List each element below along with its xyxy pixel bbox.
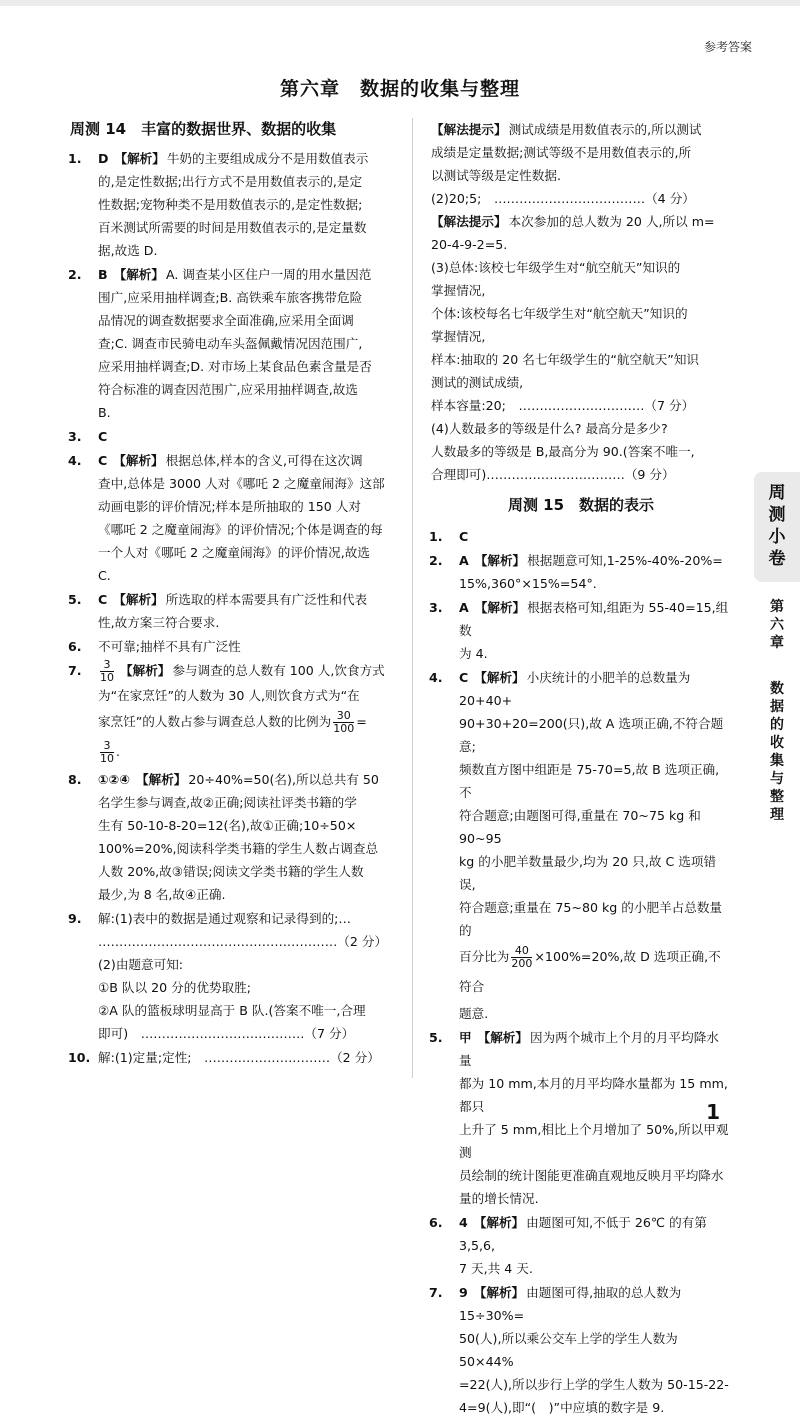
answer-item: [431, 596, 731, 665]
item-line: [459, 525, 731, 548]
item-number: 3.: [68, 429, 82, 444]
item-line: 性,故方案三符合要求.: [98, 615, 220, 630]
item-line: 7 天,共 4 天.: [459, 1261, 533, 1276]
item-line: [431, 210, 731, 233]
side-tab-label: 周测小卷: [768, 483, 786, 569]
item-line: [459, 666, 731, 712]
item-line: [431, 417, 731, 440]
item-text: 家烹饪”的人数占参与调查总人数的比例为: [98, 714, 332, 729]
numerator: 40: [511, 945, 532, 958]
item-line: 符合题意;由题图可得,重量在 70~75 kg 和 90~95: [459, 808, 701, 846]
item-line: 围广,应采用抽样调查;B. 高铁乘车旅客携带危险: [98, 290, 363, 305]
side-chapter: 第六章: [770, 599, 784, 651]
left-items: [70, 147, 396, 658]
item-number: 3.: [429, 600, 443, 615]
item-number: 7.: [68, 663, 82, 678]
item-line: [98, 737, 396, 767]
answer-letter: A: [459, 600, 469, 615]
page-number: 1: [706, 1100, 720, 1124]
chapter-title: 第六章 数据的收集与整理: [279, 78, 520, 100]
fraction: [511, 945, 532, 970]
answer-item-8: [70, 768, 396, 906]
item-line: 查;C. 调查市民骑电动车头盔佩戴情况因范围广,: [98, 336, 363, 351]
item-body: [459, 525, 731, 548]
item-body: [98, 659, 396, 767]
item-number: 5.: [68, 592, 82, 607]
item-line: 上升了 5 mm,相比上个月增加了 50%,所以甲观测: [459, 1122, 729, 1160]
denominator: 10: [100, 752, 114, 765]
item-line: [98, 768, 396, 791]
item-line: C.: [98, 568, 111, 583]
section-title-14: 周测 14 丰富的数据世界、数据的收集: [70, 120, 337, 138]
item-line: 据,故选 D.: [98, 243, 158, 258]
item-line: 《哪吒 2 之魔童闹海》的评价情况;个体是调查的每: [98, 522, 383, 537]
item-text: 不可靠;抽样不具有广泛性: [98, 639, 241, 654]
header-label: 参考答案: [703, 40, 752, 54]
item-line: [431, 141, 731, 164]
item-line: 即可) …………………………………（7 分）: [98, 1026, 355, 1041]
item-text: 人数最多的等级是 B,最高分为 90.(答案不唯一,: [431, 444, 695, 459]
item-text: 由题图可得,抽取的总人数为 15÷30%=: [459, 1285, 682, 1323]
item-line: [98, 147, 396, 170]
item-text: 根据总体,样本的含义,可得在这次调: [165, 453, 363, 468]
answer-item-8-wrap: [70, 768, 396, 906]
item-number: 4.: [68, 453, 82, 468]
item-body: [98, 588, 396, 634]
answer-item: [70, 263, 396, 424]
item-line: 最少,为 8 名,故④正确.: [98, 887, 226, 902]
item-line: 人数 20%,故③错误;阅读文学类书籍的学生人数: [98, 864, 364, 879]
answer-item-7: [70, 659, 396, 767]
item-body: [459, 549, 731, 595]
fraction: [100, 659, 114, 684]
item-body: [459, 1211, 731, 1280]
item-line: B.: [98, 405, 111, 420]
item-line: 动画电影的评价情况;样本是所抽取的 150 人对: [98, 499, 361, 514]
item-line: 符合题意;重量在 75~80 kg 的小肥羊占总数量的: [459, 900, 723, 938]
item-text: ×100%=20%,故 D 选项正确,不符合: [459, 949, 721, 994]
item-line: [431, 256, 731, 279]
item-line: [459, 942, 731, 1002]
item-line: [431, 348, 731, 371]
item-body: [459, 666, 731, 1025]
item-line: 题意.: [459, 1006, 489, 1021]
answer-letter: C: [459, 529, 469, 544]
answer-letter: C: [459, 670, 469, 685]
item-text: 掌握情况,: [431, 329, 486, 344]
item-body: [98, 1046, 396, 1069]
item-text: 样本:抽取的 20 名七年级学生的“航空航天”知识: [431, 352, 700, 367]
item-body: [459, 1026, 731, 1210]
answer-item: [70, 449, 396, 587]
right-items: [431, 525, 731, 665]
item-line: [459, 549, 731, 572]
answer-item: [431, 525, 731, 548]
item-line: ①B 队以 20 分的优势取胜;: [98, 980, 251, 995]
numerator: 30: [333, 710, 354, 723]
left-column: [70, 118, 396, 1070]
analysis-tag: 【解析】: [477, 1030, 528, 1045]
fraction: [100, 740, 114, 765]
item-text: (3)总体:该校七年级学生对“航空航天”知识的: [431, 260, 681, 275]
item-line: [459, 596, 731, 642]
answer-item: [70, 635, 396, 658]
item-line: 符合标准的调查因范围广,应采用抽样调查,故选: [98, 382, 358, 397]
item-body: [98, 907, 396, 1045]
item-text: 20-4-9-2=5.: [431, 237, 508, 252]
answer-item: [431, 549, 731, 595]
item-body: [98, 425, 396, 448]
item-line: 品情况的调查数据要求全面准确,应采用全面调: [98, 313, 354, 328]
answer-letter: ①②④: [98, 772, 130, 787]
numerator: 3: [100, 659, 114, 672]
item-body: [98, 635, 396, 658]
item-body: [98, 768, 396, 906]
item-line: 都为 10 mm,本月的月平均降水量都为 15 mm,都只: [459, 1076, 728, 1114]
analysis-tag: 【解析】: [474, 553, 526, 568]
analysis-tag: 【解析】: [474, 670, 525, 685]
answer-letter: C: [98, 429, 108, 444]
column-divider: [412, 118, 413, 1078]
item-number: 7.: [429, 1285, 443, 1300]
item-text: 掌握情况,: [431, 283, 486, 298]
item-line: 50(人),所以乘公交车上学的学生人数为 50×44%: [459, 1331, 678, 1369]
answer-item: [431, 1281, 731, 1419]
answer-letter: 4: [459, 1215, 468, 1230]
answer-item: [431, 1026, 731, 1210]
item-line: [98, 707, 396, 737]
period: .: [116, 744, 121, 759]
item-text: 测试成绩是用数值表示的,所以测试: [508, 122, 702, 137]
item-text: 小庆统计的小肥羊的总数量为 20+40+: [459, 670, 691, 708]
item-line: 性数据;宠物种类不是用数值表示的,是定性数据;: [98, 197, 363, 212]
item-text: (4)人数最多的等级是什么? 最高分是多少?: [431, 421, 668, 436]
answer-item: [70, 425, 396, 448]
item-line: 查中,总体是 3000 人对《哪吒 2 之魔童闹海》这部: [98, 476, 385, 491]
item-text: 因为两个城市上个月的月平均降水量: [459, 1030, 719, 1068]
hint-tag: 【解法提示】: [431, 214, 507, 229]
side-subtitle: 数据的收集与整理: [770, 681, 784, 823]
answer-item: [70, 588, 396, 634]
item-text: 牛奶的主要组成成分不是用数值表示: [166, 151, 369, 166]
item-line: (2)由题意可知:: [98, 957, 184, 972]
item-line: [98, 449, 396, 472]
item-text: 本次参加的总人数为 20 人,所以 m=: [508, 214, 715, 229]
item-line: =22(人),所以步行上学的学生人数为 50-15-22-: [459, 1377, 729, 1392]
analysis-tag: 【解析】: [113, 592, 164, 607]
item-line: [431, 371, 731, 394]
answer-letter: C: [98, 592, 108, 607]
item-line: kg 的小肥羊数量最少,均为 20 只,故 C 选项错误,: [459, 854, 717, 892]
item-line: [459, 1026, 731, 1072]
denominator: 100: [333, 722, 355, 735]
item-number: 6.: [68, 639, 82, 654]
answer-letter: D: [98, 151, 109, 166]
item-text: 以测试等级是定性数据.: [431, 168, 561, 183]
item-line: 一个人对《哪吒 2 之魔童闹海》的评价情况,故选: [98, 545, 370, 560]
item-text: A. 调查某小区住户一周的用水量因范: [165, 267, 372, 282]
item-line: 生有 50-10-8-20=12(名),故①正确;10÷50×: [98, 818, 357, 833]
item-line: 90+30+20=200(只),故 A 选项正确,不符合题意;: [459, 716, 724, 754]
answer-item-9: [70, 907, 396, 1045]
right-items-b: [431, 1026, 731, 1419]
item-line: [98, 263, 396, 286]
item-line: [459, 1211, 731, 1257]
item-number: 8.: [68, 772, 82, 787]
item-text: (2)20;5; ………………………………（4 分）: [431, 191, 695, 206]
answer-item-4: [431, 666, 731, 1025]
item-number: 9.: [68, 911, 82, 926]
item-line: 为“在家烹饪”的人数为 30 人,则饮食方式为“在: [98, 688, 360, 703]
item-text: 所选取的样本需要具有广泛性和代表: [165, 592, 368, 607]
answer-letter: B: [98, 267, 108, 282]
item-line: 员绘制的统计图能更准确直观地反映月平均降水: [459, 1168, 724, 1183]
item-line: 名学生参与调查,故②正确;阅读社评类书籍的学: [98, 795, 357, 810]
answer-letter: C: [98, 453, 108, 468]
item-line: [431, 440, 731, 463]
analysis-tag: 【解析】: [113, 453, 164, 468]
analysis-tag: 【解析】: [473, 1285, 525, 1300]
denominator: 200: [511, 957, 533, 970]
item-number: 2.: [68, 267, 82, 282]
item-number: 10.: [68, 1050, 91, 1065]
analysis-tag: 【解析】: [474, 600, 526, 615]
item-line: [431, 187, 731, 210]
analysis-tag: 【解析】: [136, 772, 187, 787]
item-number: 2.: [429, 553, 443, 568]
item-text: 测试的测试成绩,: [431, 375, 524, 390]
item-text: 由题图可知,不低于 26℃ 的有第 3,5,6,: [459, 1215, 707, 1253]
item-line: ②A 队的篮板球明显高于 B 队.(答案不唯一,合理: [98, 1003, 366, 1018]
analysis-tag: 【解析】: [114, 151, 165, 166]
item-body: [98, 147, 396, 262]
top-strip: [0, 0, 800, 6]
item-number: 4.: [429, 670, 443, 685]
item-number: 5.: [429, 1030, 443, 1045]
item-line: [98, 425, 396, 448]
answer-letter: A: [459, 553, 469, 568]
fraction: [333, 710, 354, 735]
item-body: [98, 263, 396, 424]
item-line: 的,是定性数据;出行方式不是用数值表示的,是定: [98, 174, 363, 189]
analysis-tag: 【解析】: [113, 267, 164, 282]
answer-item: [431, 1211, 731, 1280]
item-line: 100%=20%,阅读科学类书籍的学生人数占调查总: [98, 841, 379, 856]
item-text: 根据题意可知,1-25%-40%-20%=: [527, 553, 723, 568]
answer-item-10: [70, 1046, 396, 1069]
item-body: [98, 449, 396, 587]
item-number: 1.: [68, 151, 82, 166]
item-line: 解:(1)表中的数据是通过观察和记录得到的;…: [98, 911, 352, 926]
item-text: 参与调查的总人数有 100 人,饮食方式: [172, 663, 385, 678]
answer-letter: 9: [459, 1285, 468, 1300]
answer-item: [70, 147, 396, 262]
item-text: 根据表格可知,组距为 55-40=15,组数: [459, 600, 729, 638]
item-line: [98, 635, 396, 658]
item-number: 6.: [429, 1215, 443, 1230]
item-line: 频数直方图中组距是 75-70=5,故 B 选项正确,不: [459, 762, 720, 800]
item-text: 个体:该校每名七年级学生对“航空航天”知识的: [431, 306, 688, 321]
item-line: 量的增长情况.: [459, 1191, 539, 1206]
item-line: …………………………………………………（2 分）: [98, 934, 388, 949]
item-line: [431, 325, 731, 348]
item-line: [431, 463, 731, 486]
hint-tag: 【解法提示】: [431, 122, 507, 137]
item-line: [431, 279, 731, 302]
analysis-tag: 【解析】: [473, 1215, 525, 1230]
item-text: 成绩是定量数据;测试等级不是用数值表示的,所: [431, 145, 692, 160]
item-line: [98, 588, 396, 611]
item-line: [98, 659, 396, 684]
item-text: 样本容量:20; …………………………（7 分）: [431, 398, 695, 413]
right-column: [431, 118, 731, 1420]
equals-sign: =: [356, 714, 367, 729]
item-line: 为 4.: [459, 646, 488, 661]
section-title-15: 周测 15 数据的表示: [507, 496, 655, 514]
item-number: 1.: [429, 529, 443, 544]
item-line: [431, 118, 731, 141]
item-line: 解:(1)定量;定性; …………………………（2 分）: [98, 1050, 380, 1065]
numerator: 3: [100, 740, 114, 753]
item-line: [431, 394, 731, 417]
answer-letter: 甲: [459, 1030, 472, 1045]
item-line: [431, 233, 731, 256]
item-line: 应采用抽样调查;D. 对市场上某食品色素含量是否: [98, 359, 372, 374]
item-text: 20÷40%=50(名),所以总共有 50: [188, 772, 379, 787]
item-text: 百分比为: [459, 949, 510, 964]
item-line: 百米测试所需要的时间是用数值表示的,是定量数: [98, 220, 367, 235]
item-line: [431, 302, 731, 325]
item-line: [431, 164, 731, 187]
item-line: 4=9(人),即“( )”中应填的数字是 9.: [459, 1400, 665, 1415]
item-body: [459, 596, 731, 665]
item-line: 15%,360°×15%=54°.: [459, 576, 597, 591]
denominator: 10: [100, 671, 114, 684]
item-text: 合理即可)……………………………（9 分）: [431, 467, 675, 482]
item-line: [459, 1281, 731, 1327]
analysis-tag: 【解析】: [120, 663, 171, 678]
continued-answer-10: [431, 118, 731, 486]
item-body: [459, 1281, 731, 1419]
